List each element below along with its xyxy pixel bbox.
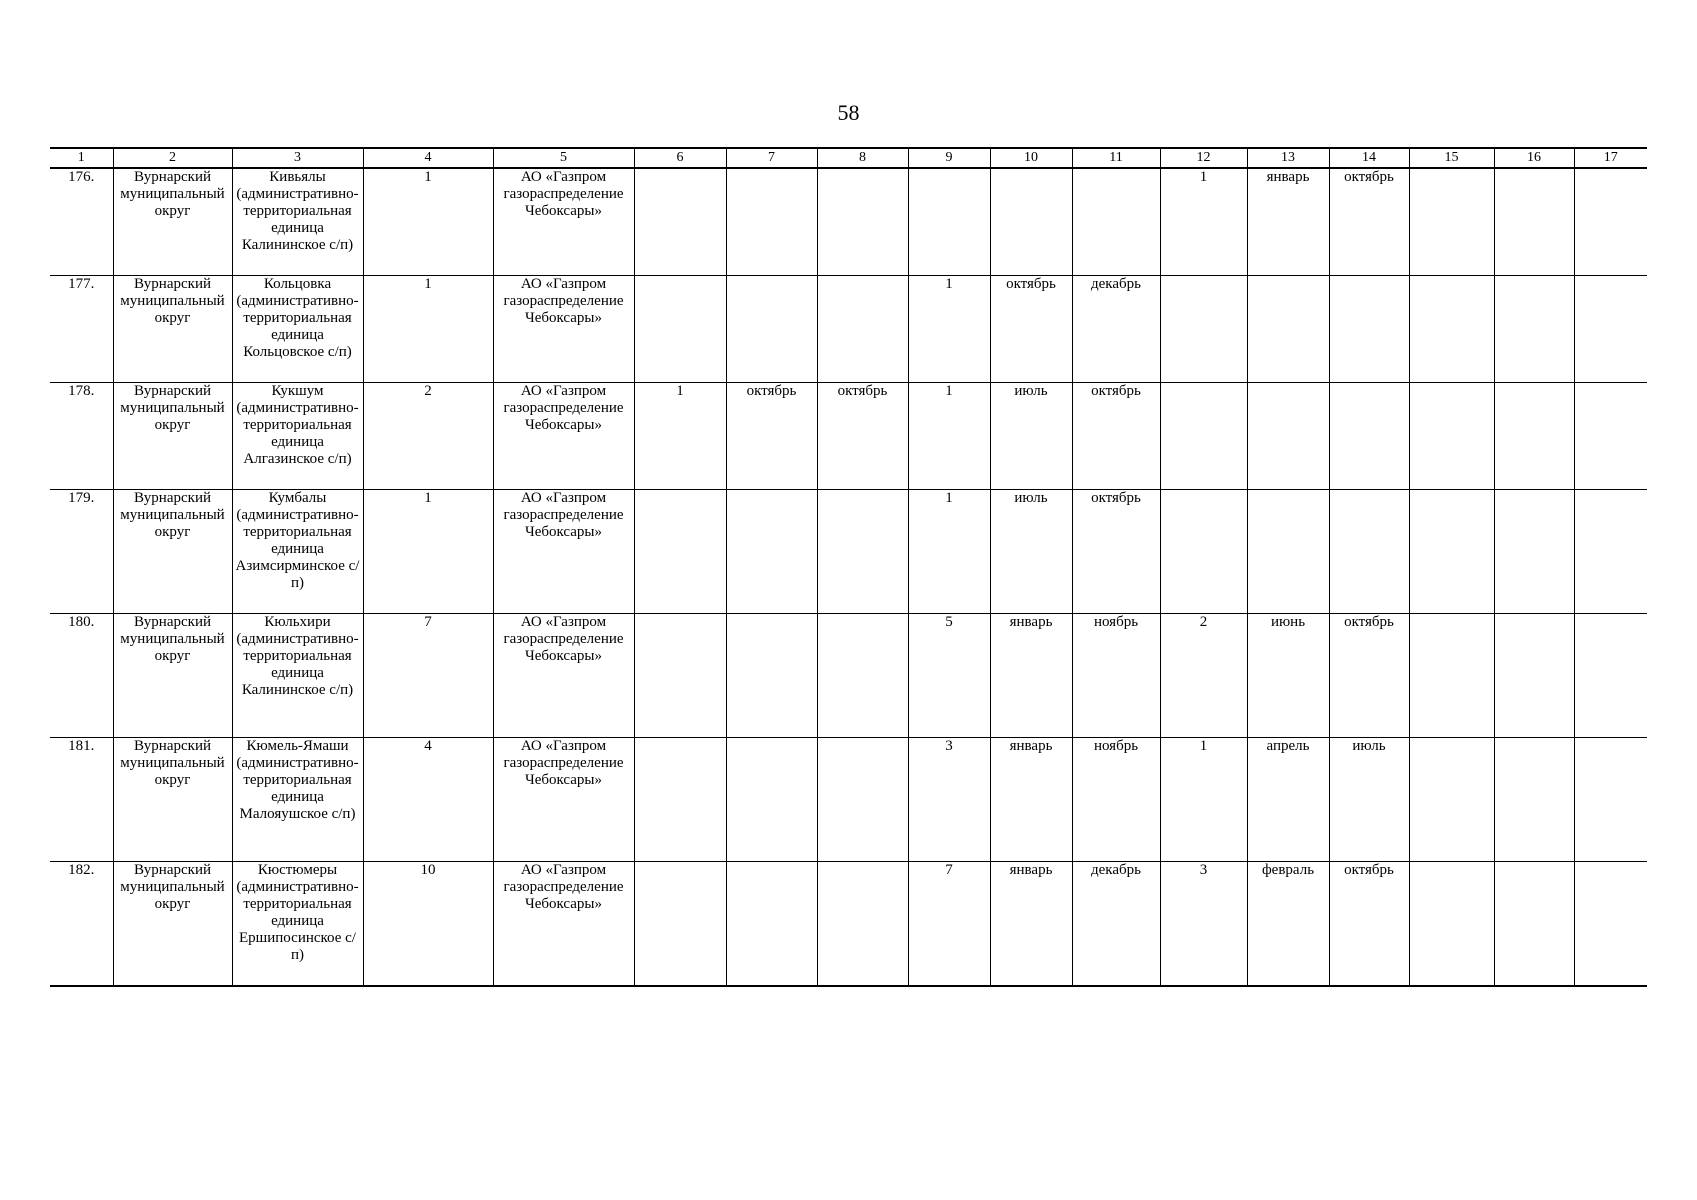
col13-cell <box>1247 490 1329 614</box>
col6-cell <box>634 738 726 862</box>
col15-cell <box>1409 738 1494 862</box>
column-header: 1 <box>50 148 113 168</box>
col9-cell: 1 <box>908 383 990 490</box>
col10-cell: июль <box>990 490 1072 614</box>
col8-cell <box>817 276 908 383</box>
col15-cell <box>1409 862 1494 987</box>
col13-cell: апрель <box>1247 738 1329 862</box>
col12-cell <box>1160 383 1247 490</box>
row-number: 178. <box>50 383 113 490</box>
settlement-cell: Кюльхири (административно-территориальная единица Калининское с/п) <box>232 614 363 738</box>
col4-cell: 2 <box>363 383 493 490</box>
table-row <box>50 383 1647 490</box>
organization-cell: АО «Газпром газораспределение Чебоксары» <box>493 490 634 614</box>
col10-cell: январь <box>990 738 1072 862</box>
col11-cell: ноябрь <box>1072 738 1160 862</box>
col16-cell <box>1494 614 1574 738</box>
column-header: 16 <box>1494 148 1574 168</box>
col10-cell: октябрь <box>990 276 1072 383</box>
col10-cell: июль <box>990 383 1072 490</box>
col17-cell <box>1574 168 1647 276</box>
col14-cell: октябрь <box>1329 168 1409 276</box>
column-header: 8 <box>817 148 908 168</box>
district-cell: Вурнарский муниципальный округ <box>113 276 232 383</box>
column-header: 15 <box>1409 148 1494 168</box>
settlement-cell: Кумбалы (административно-территориальная единица Азимсирминское с/п) <box>232 490 363 614</box>
col9-cell: 3 <box>908 738 990 862</box>
col6-cell <box>634 490 726 614</box>
settlement-cell: Кукшум (административно-территориальная единица Алгазинское с/п) <box>232 383 363 490</box>
settlement-cell: Кюстюмеры (административно-территориальная единица Ершипосинское с/п) <box>232 862 363 987</box>
col9-cell <box>908 168 990 276</box>
district-cell: Вурнарский муниципальный округ <box>113 614 232 738</box>
col12-cell <box>1160 276 1247 383</box>
settlement-cell: Кивьялы (административно-территориальная единица Калининское с/п) <box>232 168 363 276</box>
col12-cell: 1 <box>1160 168 1247 276</box>
col17-cell <box>1574 383 1647 490</box>
col11-cell <box>1072 168 1160 276</box>
col15-cell <box>1409 490 1494 614</box>
col7-cell <box>726 614 817 738</box>
col6-cell <box>634 862 726 987</box>
col11-cell: декабрь <box>1072 276 1160 383</box>
col16-cell <box>1494 738 1574 862</box>
column-header: 4 <box>363 148 493 168</box>
col8-cell <box>817 168 908 276</box>
col12-cell <box>1160 490 1247 614</box>
col10-cell: январь <box>990 862 1072 987</box>
column-number-header <box>50 148 1647 168</box>
column-header: 9 <box>908 148 990 168</box>
col14-cell <box>1329 490 1409 614</box>
organization-cell: АО «Газпром газораспределение Чебоксары» <box>493 614 634 738</box>
col13-cell: февраль <box>1247 862 1329 987</box>
col13-cell: январь <box>1247 168 1329 276</box>
col7-cell <box>726 738 817 862</box>
column-header: 7 <box>726 148 817 168</box>
col17-cell <box>1574 614 1647 738</box>
col15-cell <box>1409 614 1494 738</box>
col10-cell <box>990 168 1072 276</box>
column-header: 5 <box>493 148 634 168</box>
row-number: 182. <box>50 862 113 987</box>
col7-cell <box>726 276 817 383</box>
col4-cell: 1 <box>363 276 493 383</box>
column-header: 3 <box>232 148 363 168</box>
col11-cell: октябрь <box>1072 490 1160 614</box>
col9-cell: 5 <box>908 614 990 738</box>
col8-cell <box>817 614 908 738</box>
column-header: 2 <box>113 148 232 168</box>
col9-cell: 7 <box>908 862 990 987</box>
row-number: 181. <box>50 738 113 862</box>
col8-cell <box>817 738 908 862</box>
col4-cell: 1 <box>363 490 493 614</box>
col11-cell: октябрь <box>1072 383 1160 490</box>
column-header: 10 <box>990 148 1072 168</box>
col4-cell: 7 <box>363 614 493 738</box>
column-header: 6 <box>634 148 726 168</box>
col10-cell: январь <box>990 614 1072 738</box>
table-row <box>50 490 1647 614</box>
col9-cell: 1 <box>908 490 990 614</box>
column-header: 11 <box>1072 148 1160 168</box>
col14-cell: июль <box>1329 738 1409 862</box>
col15-cell <box>1409 383 1494 490</box>
col17-cell <box>1574 490 1647 614</box>
col12-cell: 1 <box>1160 738 1247 862</box>
col17-cell <box>1574 738 1647 862</box>
col16-cell <box>1494 168 1574 276</box>
col7-cell <box>726 168 817 276</box>
col16-cell <box>1494 383 1574 490</box>
organization-cell: АО «Газпром газораспределение Чебоксары» <box>493 276 634 383</box>
page-number: 58 <box>837 100 860 125</box>
col4-cell: 1 <box>363 168 493 276</box>
row-number: 176. <box>50 168 113 276</box>
col8-cell <box>817 490 908 614</box>
settlement-cell: Кюмель-Ямаши (административно-территориальная единица Малояушское с/п) <box>232 738 363 862</box>
col9-cell: 1 <box>908 276 990 383</box>
table-row <box>50 168 1647 276</box>
col8-cell <box>817 862 908 987</box>
col6-cell: 1 <box>634 383 726 490</box>
col14-cell: октябрь <box>1329 862 1409 987</box>
col17-cell <box>1574 862 1647 987</box>
row-number: 179. <box>50 490 113 614</box>
col15-cell <box>1409 276 1494 383</box>
col13-cell <box>1247 383 1329 490</box>
table-row <box>50 614 1647 738</box>
table-row <box>50 862 1647 987</box>
column-header: 12 <box>1160 148 1247 168</box>
organization-cell: АО «Газпром газораспределение Чебоксары» <box>493 383 634 490</box>
col7-cell <box>726 862 817 987</box>
district-cell: Вурнарский муниципальный округ <box>113 862 232 987</box>
col14-cell <box>1329 383 1409 490</box>
organization-cell: АО «Газпром газораспределение Чебоксары» <box>493 738 634 862</box>
col4-cell: 4 <box>363 738 493 862</box>
organization-cell: АО «Газпром газораспределение Чебоксары» <box>493 862 634 987</box>
col15-cell <box>1409 168 1494 276</box>
table-row <box>50 276 1647 383</box>
col14-cell: октябрь <box>1329 614 1409 738</box>
row-number: 177. <box>50 276 113 383</box>
col7-cell: октябрь <box>726 383 817 490</box>
col17-cell <box>1574 276 1647 383</box>
table-row <box>50 738 1647 862</box>
col11-cell: декабрь <box>1072 862 1160 987</box>
col13-cell: июнь <box>1247 614 1329 738</box>
col12-cell: 2 <box>1160 614 1247 738</box>
district-cell: Вурнарский муниципальный округ <box>113 490 232 614</box>
district-cell: Вурнарский муниципальный округ <box>113 738 232 862</box>
col4-cell: 10 <box>363 862 493 987</box>
district-cell: Вурнарский муниципальный округ <box>113 383 232 490</box>
col14-cell <box>1329 276 1409 383</box>
col6-cell <box>634 614 726 738</box>
organization-cell: АО «Газпром газораспределение Чебоксары» <box>493 168 634 276</box>
col6-cell <box>634 276 726 383</box>
district-cell: Вурнарский муниципальный округ <box>113 168 232 276</box>
col8-cell: октябрь <box>817 383 908 490</box>
col16-cell <box>1494 276 1574 383</box>
col12-cell: 3 <box>1160 862 1247 987</box>
col7-cell <box>726 490 817 614</box>
gasification-schedule-table <box>50 147 1647 987</box>
column-header: 13 <box>1247 148 1329 168</box>
col6-cell <box>634 168 726 276</box>
col16-cell <box>1494 490 1574 614</box>
row-number: 180. <box>50 614 113 738</box>
column-header: 17 <box>1574 148 1647 168</box>
settlement-cell: Кольцовка (административно-территориальная единица Кольцовское с/п) <box>232 276 363 383</box>
col16-cell <box>1494 862 1574 987</box>
col13-cell <box>1247 276 1329 383</box>
col11-cell: ноябрь <box>1072 614 1160 738</box>
column-header: 14 <box>1329 148 1409 168</box>
